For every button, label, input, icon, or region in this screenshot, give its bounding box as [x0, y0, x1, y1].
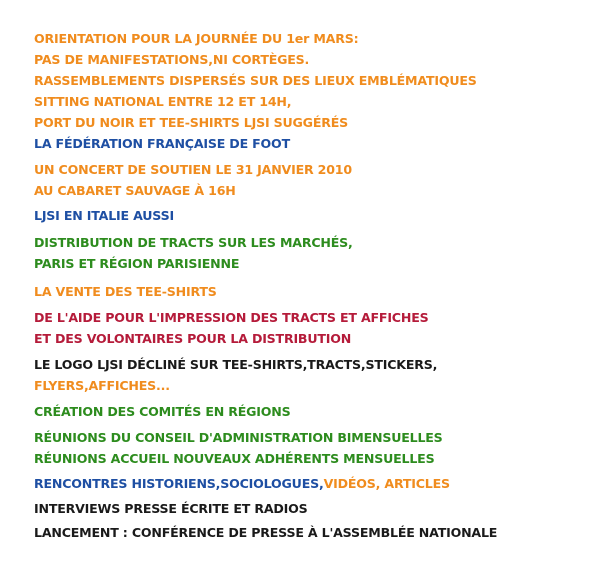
lancement-block — [34, 522, 497, 543]
italie-line-1: LJSI EN ITALIE AUSSI — [34, 208, 174, 223]
comites-line-1: CRÉATION DES COMITÉS EN RÉGIONS — [34, 404, 291, 419]
concert-line-2: AU CABARET SAUVAGE À 16H — [34, 183, 236, 198]
vente-line-1: LA VENTE DES TEE-SHIRTS — [34, 284, 217, 299]
rencontres-block — [34, 473, 450, 494]
aide-line-1: DE L'AIDE POUR L'IMPRESSION DES TRACTS ET AFFICHES — [34, 310, 429, 325]
federation-block — [34, 133, 290, 154]
rencontres-part-1: RENCONTRES HISTORIENS,SOCIOLOGUES, — [34, 476, 324, 491]
orientation-block — [34, 28, 477, 133]
logo-line-2: FLYERS,AFFICHES... — [34, 378, 170, 393]
reunions-block — [34, 427, 443, 469]
orientation-line-1: ORIENTATION POUR LA JOURNÉE DU 1er MARS: — [34, 31, 359, 46]
tracts-block — [34, 232, 353, 274]
orientation-line-4: SITTING NATIONAL ENTRE 12 ET 14H, — [34, 94, 292, 109]
logo-block — [34, 354, 437, 396]
comites-block — [34, 401, 291, 422]
logo-line-1: LE LOGO LJSI DÉCLINÉ SUR TEE-SHIRTS,TRACTS,STICKERS, — [34, 357, 438, 372]
rencontres-part-2: VIDÉOS, ARTICLES — [323, 476, 450, 491]
tracts-line-2: PARIS ET RÉGION PARISIENNE — [34, 256, 240, 271]
concert-block — [34, 159, 352, 201]
vente-block — [34, 281, 217, 302]
lancement-line-1: LANCEMENT : CONFÉRENCE DE PRESSE À L'ASSEMBLÉE NATIONALE — [34, 525, 498, 540]
aide-line-2: ET DES VOLONTAIRES POUR LA DISTRIBUTION — [34, 331, 352, 346]
rencontres-line — [34, 473, 450, 494]
reunions-line-2: RÉUNIONS ACCUEIL NOUVEAUX ADHÉRENTS MENSUELLES — [34, 451, 435, 466]
interviews-block — [34, 498, 308, 519]
orientation-line-3: RASSEMBLEMENTS DISPERSÉS SUR DES LIEUX EMBLÉMATIQUES — [34, 73, 477, 88]
orientation-line-5: PORT DU NOIR ET TEE-SHIRTS LJSI SUGGÉRÉS — [34, 115, 348, 130]
orientation-line-2: PAS DE MANIFESTATIONS,NI CORTÈGES. — [34, 52, 310, 67]
concert-line-1: UN CONCERT DE SOUTIEN LE 31 JANVIER 2010 — [34, 162, 352, 177]
italie-block — [34, 205, 174, 226]
tracts-line-1: DISTRIBUTION DE TRACTS SUR LES MARCHÉS, — [34, 235, 353, 250]
federation-line-1: LA FÉDÉRATION FRANÇAISE DE FOOT — [34, 136, 290, 151]
aide-block — [34, 307, 428, 349]
reunions-line-1: RÉUNIONS DU CONSEIL D'ADMINISTRATION BIMENSUELLES — [34, 430, 443, 445]
interviews-line-1: INTERVIEWS PRESSE ÉCRITE ET RADIOS — [34, 501, 308, 516]
